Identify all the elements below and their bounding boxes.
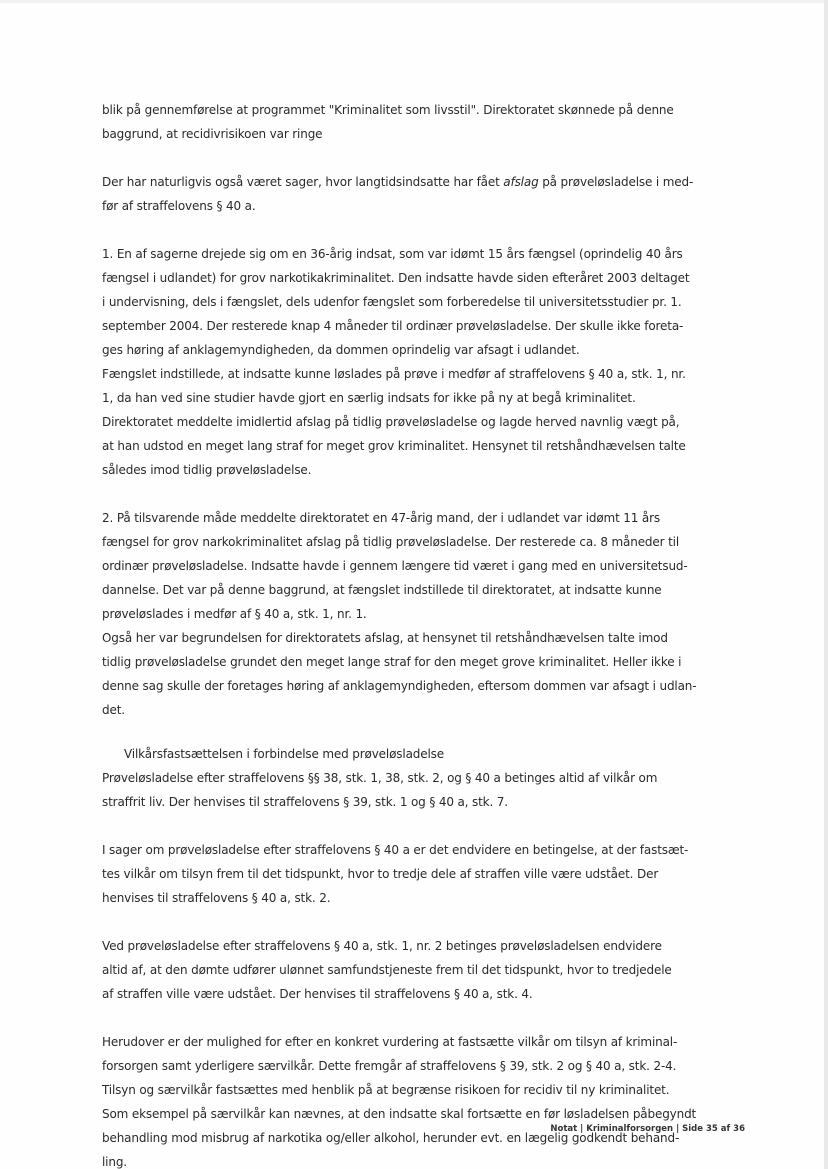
- paragraph-7: [102, 934, 702, 1006]
- paragraph-case-2: [102, 506, 702, 722]
- text-line: Også her var begrundelsen for direktoratets afslag, at hensynet til retshåndhævelsen talte imod: [102, 631, 668, 645]
- paragraph-case-1: [102, 242, 702, 482]
- text-line: behandling mod misbrug af narkotika og/eller alkohol, herunder evt. en lægelig godkendt behand-: [102, 1131, 680, 1145]
- text-line: september 2004. Der resterede knap 4 måneder til ordinær prøveløsladelse. Der skulle ikke foreta-: [102, 319, 684, 333]
- text-line: baggrund, at recidivrisikoen var ringe: [102, 127, 323, 141]
- text-line: [102, 170, 702, 194]
- section-vilkaar: [102, 742, 702, 814]
- text-line: Herudover er der mulighed for efter en konkret vurdering at fastsætte vilkår om tilsyn af kriminal-: [102, 1035, 678, 1049]
- text-line: I sager om prøveløsladelse efter straffelovens § 40 a er det endvidere en betingelse, at der fastsæt-: [102, 843, 689, 857]
- paragraph-gap: [102, 146, 702, 170]
- text-line: prøveløslades i medfør af § 40 a, stk. 1, nr. 1.: [102, 607, 367, 621]
- emphasis-text: afslag: [503, 175, 539, 189]
- text-line: fængsel i udlandet) for grov narkotikakriminalitet. Den indsatte havde siden efteråret 2003 deltaget: [102, 271, 690, 285]
- text-line: ling.: [102, 1155, 127, 1169]
- text-line: dannelse. Det var på denne baggrund, at fængslet indstillede til direktoratet, at indsatte kunne: [102, 583, 662, 597]
- page-top-edge: [0, 0, 828, 3]
- text-run: på prøveløsladelse i med-: [538, 175, 694, 189]
- text-line: blik på gennemførelse at programmet "Kriminalitet som livsstil". Direktoratet skønnede på denne: [102, 103, 674, 117]
- text-line: forsorgen samt yderligere særvilkår. Dette fremgår af straffelovens § 39, stk. 2 og § 40 a, stk. 2-4.: [102, 1059, 677, 1073]
- text-line: ordinær prøveløsladelse. Indsatte havde i gennem længere tid været i gang med en universitetsud-: [102, 559, 688, 573]
- paragraph-1: [102, 98, 702, 146]
- text-line: henvises til straffelovens § 40 a, stk. 2.: [102, 891, 331, 905]
- text-line: at han udstod en meget lang straf for meget grov kriminalitet. Hensynet til retshåndhævelsen talte: [102, 439, 686, 453]
- text-line: af straffen ville være udstået. Der henvises til straffelovens § 40 a, stk. 4.: [102, 987, 533, 1001]
- paragraph-gap: [102, 1006, 702, 1030]
- text-line: Direktoratet meddelte imidlertid afslag på tidlig prøveløsladelse og lagde herved navnlig vægt på,: [102, 415, 680, 429]
- paragraph-8: [102, 1030, 702, 1169]
- paragraph-gap: [102, 482, 702, 506]
- paragraph-gap: [102, 814, 702, 838]
- paragraph-2: [102, 170, 702, 218]
- text-line: denne sag skulle der foretages høring af anklagemyndigheden, eftersom dommen var afsagt i udlan-: [102, 679, 697, 693]
- document-body: [102, 98, 702, 1169]
- text-line: ges høring af anklagemyndigheden, da dommen oprindelig var afsagt i udlandet.: [102, 343, 580, 357]
- text-line: Fængslet indstillede, at indsatte kunne løslades på prøve i medfør af straffelovens § 40 a, stk. 1, nr.: [102, 367, 686, 381]
- text-line: tidlig prøveløsladelse grundet den meget lange straf for den meget grove kriminalitet. Heller ikke i: [102, 655, 682, 669]
- text-line: 2. På tilsvarende måde meddelte direktoratet en 47-årig mand, der i udlandet var idømt 11 års: [102, 511, 661, 525]
- text-line: fængsel for grov narkokriminalitet afslag på tidlig prøveløsladelse. Der resterede ca. 8 måneder til: [102, 535, 679, 549]
- text-run: Der har naturligvis også været sager, hvor langtidsindsatte har fået: [102, 175, 504, 189]
- paragraph-gap: [102, 910, 702, 934]
- text-line: Ved prøveløsladelse efter straffelovens § 40 a, stk. 1, nr. 2 betinges prøveløsladelsen endvidere: [102, 939, 662, 953]
- page-footer: Notat | Kriminalforsorgen | Side 35 af 36: [550, 1124, 745, 1134]
- text-line: 1, da han ved sine studier havde gjort en særlig indsats for ikke på ny at begå kriminalitet.: [102, 391, 636, 405]
- text-line: således imod tidlig prøveløsladelse.: [102, 463, 312, 477]
- paragraph-gap: [102, 722, 702, 742]
- text-line: Prøveløsladelse efter straffelovens §§ 38, stk. 1, 38, stk. 2, og § 40 a betinges altid af vilkår om: [102, 771, 658, 785]
- text-line: det.: [102, 703, 125, 717]
- text-line: i undervisning, dels i fængslet, dels udenfor fængslet som forberedelse til universitetsstudier pr. 1.: [102, 295, 682, 309]
- text-line: altid af, at den dømte udfører ulønnet samfundstjeneste frem til det tidspunkt, hvor to tredjedele: [102, 963, 672, 977]
- text-line: straffrit liv. Der henvises til straffelovens § 39, stk. 1 og § 40 a, stk. 7.: [102, 795, 508, 809]
- text-line: tes vilkår om tilsyn frem til det tidspunkt, hvor to tredje dele af straffen ville være udstået. Der: [102, 867, 659, 881]
- text-line: 1. En af sagerne drejede sig om en 36-årig indsat, som var idømt 15 års fængsel (oprindelig 40 års: [102, 247, 683, 261]
- text-line: før af straffelovens § 40 a.: [102, 199, 256, 213]
- text-line: Tilsyn og særvilkår fastsættes med henblik på at begrænse risikoen for recidiv til ny kriminalitet.: [102, 1083, 670, 1097]
- text-line: Som eksempel på særvilkår kan nævnes, at den indsatte skal fortsætte en før løsladelsen påbegyndt: [102, 1107, 697, 1121]
- page-right-edge: [824, 0, 828, 1169]
- paragraph-gap: [102, 218, 702, 242]
- section-heading: Vilkårsfastsættelsen i forbindelse med prøveløsladelse: [124, 747, 444, 761]
- paragraph-6: [102, 838, 702, 910]
